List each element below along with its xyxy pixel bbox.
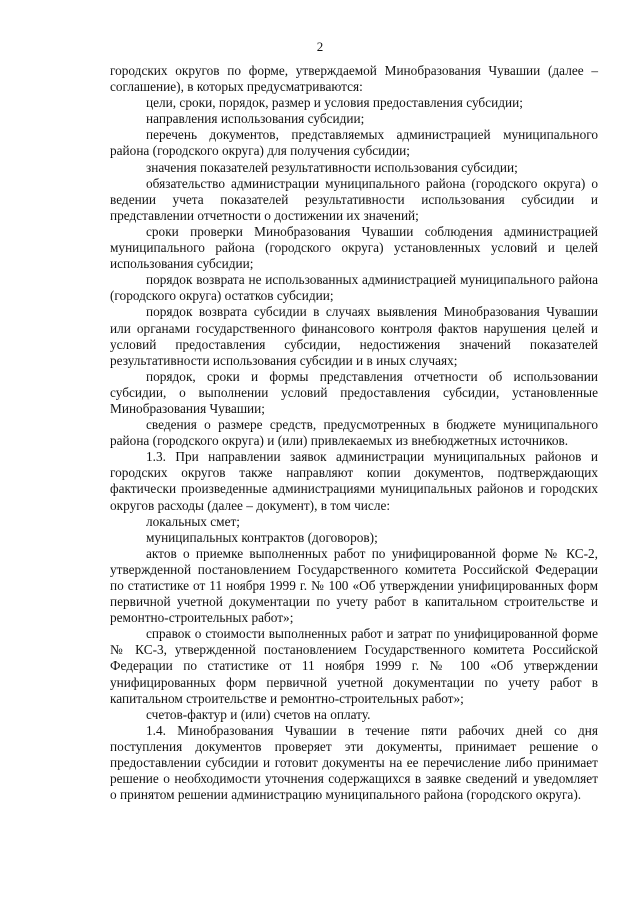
paragraph: муниципальных контрактов (договоров); <box>146 529 378 545</box>
paragraph: цели, сроки, порядок, размер и условия предоставления субсидии; <box>146 95 523 111</box>
paragraph: сведения о размере средств, предусмотренных в бюджете муниципального района (городского округа) и (или) привлекаемых из внебюджетных источников. <box>110 417 598 449</box>
paragraph-continuation: городских округов по форме, утверждаемой Минобразования Чувашии (далее – соглашение), в которых предусматриваются: <box>110 63 598 95</box>
page-number: 2 <box>316 39 324 54</box>
paragraph: перечень документов, представляемых администрацией муниципального района (городского округа) для получения субсидии; <box>110 127 598 159</box>
paragraph-clause-1-3: 1.3. При направлении заявок администрации муниципальных районов и городских округов также направляют копии документов, подтверждающих фактически произведенные администрациями муниципальных районов и городских округов расходы (далее – документ), в том числе: <box>110 449 598 513</box>
document-body <box>110 63 598 803</box>
paragraph: направления использования субсидии; <box>146 111 365 127</box>
paragraph: актов о приемке выполненных работ по унифицированной форме № КС-2, утвержденной постановлением Государственного комитета Российской Федерации по статистике от 11 ноября 1999 г. № 100 «Об утверждении унифицированных форм первичной учетной документации по учету работ в капитальном строительстве и ремонтно-строительных работ»; <box>110 545 598 626</box>
paragraph-clause-1-4: 1.4. Минобразования Чувашии в течение пяти рабочих дней со дня поступления документов проверяет эти документы, принимает решение о предоставлении субсидии и готовит документы на ее перечисление либо принимает решение о необходимости уточнения содержащихся в заявке сведений и уведомляет о принятом решении администрацию муниципального района (городского округа). <box>110 722 598 803</box>
paragraph: обязательство администрации муниципального района (городского округа) о ведении учета показателей результативности использования субсидии и представлении отчетности о достижении их значений; <box>110 175 598 223</box>
paragraph: порядок возврата не использованных администрацией муниципального района (городского округа) остатков субсидии; <box>110 272 598 304</box>
paragraph: порядок, сроки и формы представления отчетности об использовании субсидии, о выполнении условий предоставления субсидии, установленные Минобразования Чувашии; <box>110 368 598 416</box>
paragraph: значения показателей результативности использования субсидии; <box>146 159 518 175</box>
paragraph: справок о стоимости выполненных работ и затрат по унифицированной форме № КС-3, утвержденной постановлением Государственного комитета Российской Федерации по статистике от 11 ноября 1999 г. № 100 «Об утверждении унифицированных форм первичной учетной документации по учету работ в капитальном строительстве и ремонтно-строительных работ»; <box>110 626 598 706</box>
paragraph: локальных смет; <box>146 513 241 529</box>
paragraph: сроки проверки Минобразования Чувашии соблюдения администрацией муниципального района (городского округа) установленных условий и целей использования субсидии; <box>110 223 598 272</box>
paragraph: порядок возврата субсидии в случаях выявления Минобразования Чувашии или органами государственного финансового контроля фактов нарушения целей и условий предоставления субсидии, недостижения значений показателей результативности использования субсидии и в иных случаях; <box>110 304 598 368</box>
paragraph: счетов-фактур и (или) счетов на оплату. <box>146 706 371 722</box>
